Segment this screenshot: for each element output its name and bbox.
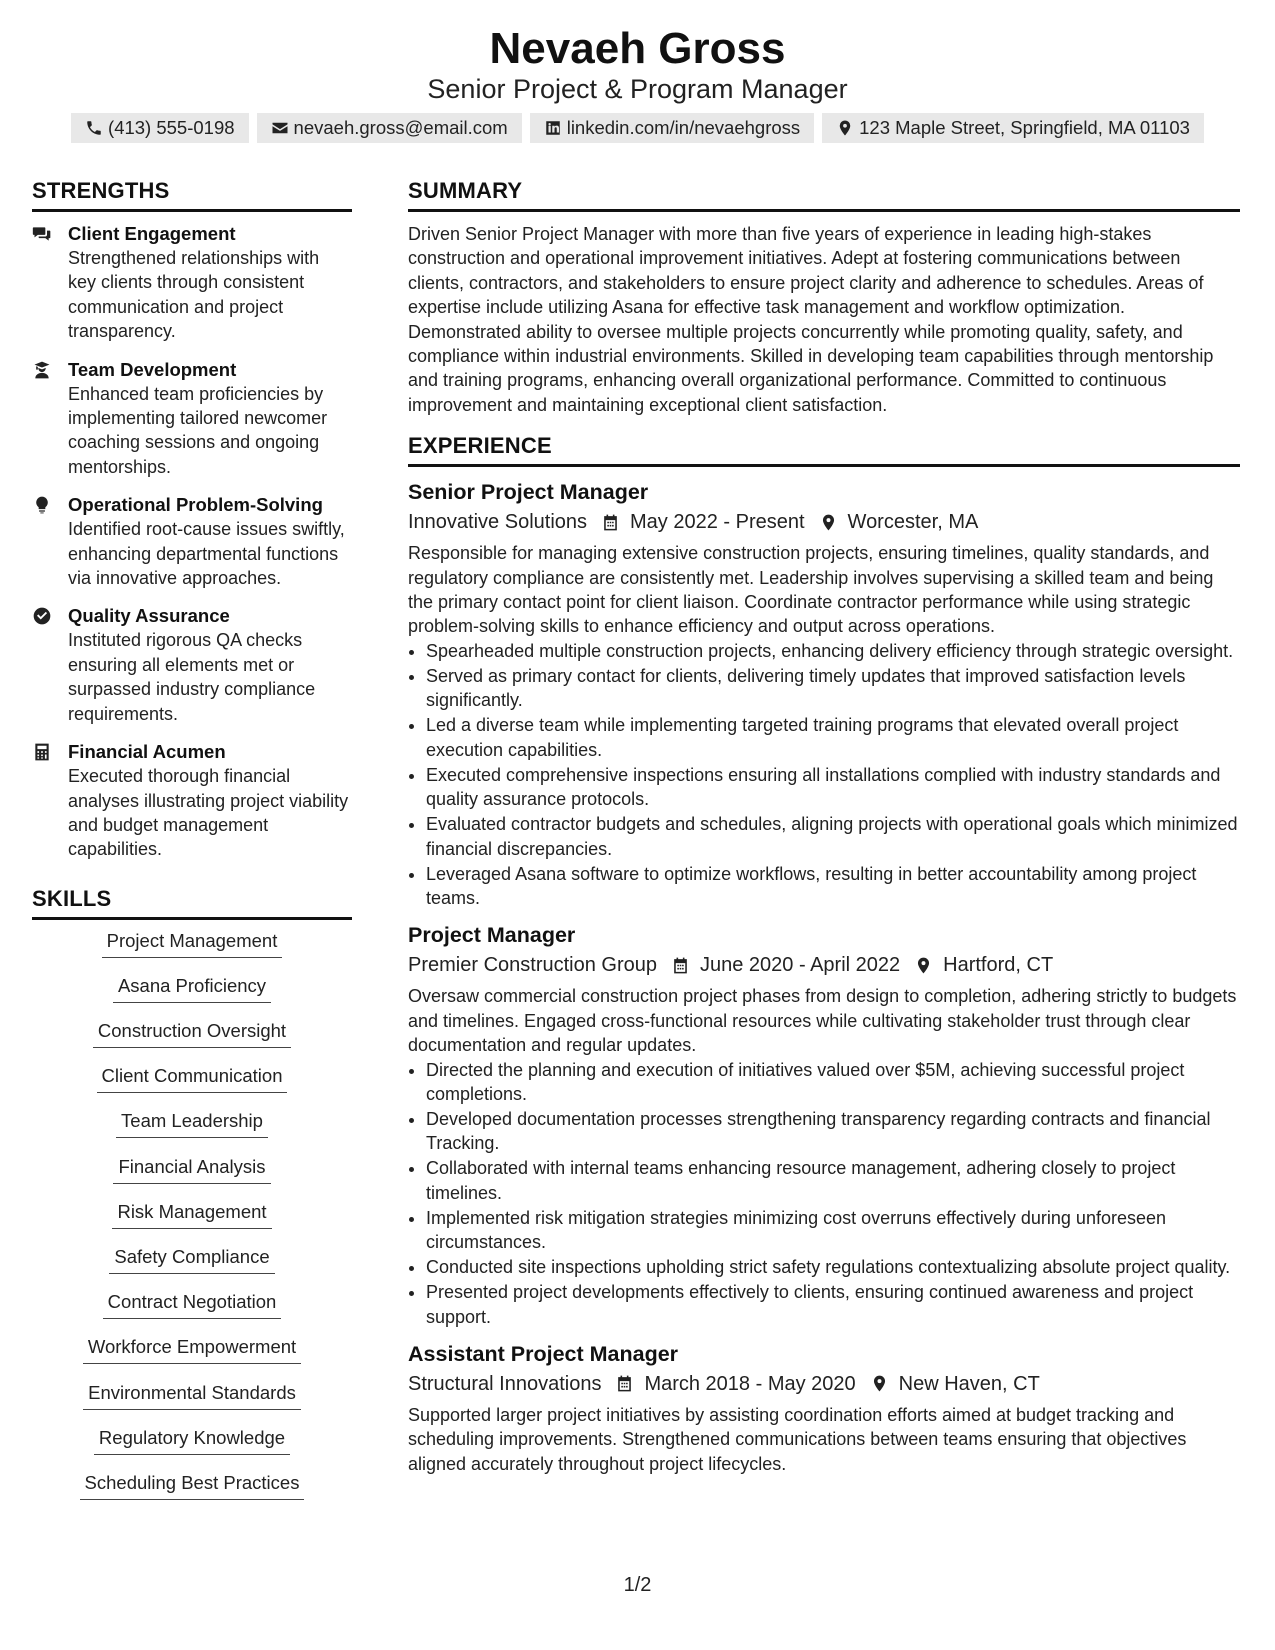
job-bullet: • Developed documentation processes strengthening transparency regarding contracts and financial Tracking. <box>426 1107 1240 1156</box>
job-bullet: • Evaluated contractor budgets and schedules, aligning projects with operational goals which minimized financial discrepancies. <box>426 812 1240 861</box>
job-title: Project Manager <box>408 923 576 948</box>
job-bullets <box>408 639 1240 910</box>
job-bullet: • Presented project developments effectively to clients, ensuring continued awareness and project support. <box>426 1280 1240 1329</box>
job-bullets <box>408 1058 1240 1329</box>
skill-tag: Construction Oversight <box>93 1020 291 1048</box>
strength-title: Team Development <box>68 358 237 380</box>
skill-tag: Risk Management <box>112 1201 271 1229</box>
job-bullet: • Led a diverse team while implementing targeted training programs that elevated overall project execution capabilities. <box>426 713 1240 762</box>
job-location: Hartford, CT <box>943 954 1054 977</box>
job-bullet: • Implemented risk mitigation strategies minimizing cost overruns effectively during unforeseen circumstances. <box>426 1206 1240 1255</box>
job-entry <box>408 920 1240 1329</box>
strength-item <box>32 604 352 726</box>
job-company: Innovative Solutions <box>408 511 588 534</box>
job-company: Premier Construction Group <box>408 954 657 977</box>
strength-title: Quality Assurance <box>68 605 230 627</box>
location-icon <box>819 513 838 532</box>
skill-tag: Financial Analysis <box>113 1156 270 1184</box>
strength-desc: Enhanced team proficiencies by implementing tailored newcomer coaching sessions and ongoing mentorships. <box>68 383 328 477</box>
skills-heading: SKILLS <box>32 886 352 920</box>
skill-tag: Safety Compliance <box>109 1246 274 1274</box>
comments-icon <box>32 224 52 244</box>
job-bullet: • Directed the planning and execution of initiatives valued over $5M, achieving successful project completions. <box>426 1058 1240 1107</box>
skill-tag: Project Management <box>102 930 283 958</box>
calendar-icon <box>671 956 690 975</box>
page-number: 1/2 <box>623 1574 652 1596</box>
contact-phone[interactable] <box>71 113 249 143</box>
job-dates: June 2020 - April 2022 <box>699 954 901 977</box>
skill-tag: Asana Proficiency <box>113 975 271 1003</box>
left-column <box>32 178 352 1517</box>
email-icon <box>271 119 289 137</box>
job-meta <box>408 950 1240 980</box>
strength-desc: Identified root-cause issues swiftly, enhancing departmental functions via innovative approaches. <box>68 519 345 589</box>
candidate-title: Senior Project & Program Manager <box>427 74 848 104</box>
contact-linkedin[interactable] <box>530 113 814 143</box>
job-entry <box>408 477 1240 910</box>
check-circle-icon <box>32 606 52 626</box>
calendar-icon <box>601 513 620 532</box>
contact-phone-text: (413) 555-0198 <box>108 117 235 138</box>
job-meta <box>408 1369 1240 1399</box>
graduation-user-icon <box>32 360 52 380</box>
job-title: Assistant Project Manager <box>408 1341 679 1366</box>
contact-address-text: 123 Maple Street, Springfield, MA 01103 <box>859 117 1190 138</box>
calculator-icon <box>32 742 52 762</box>
strength-item <box>32 222 352 344</box>
job-bullet: • Collaborated with internal teams enhancing resource management, adhering closely to project timelines. <box>426 1156 1240 1205</box>
skill-tag: Contract Negotiation <box>103 1291 282 1319</box>
skill-tag: Environmental Standards <box>83 1382 301 1410</box>
job-meta <box>408 507 1240 537</box>
location-icon <box>914 956 933 975</box>
skill-tag: Workforce Empowerment <box>83 1336 301 1364</box>
strengths-heading: STRENGTHS <box>32 178 352 212</box>
linkedin-icon <box>544 119 562 137</box>
contact-email[interactable] <box>257 113 522 143</box>
skill-tag: Client Communication <box>97 1065 288 1093</box>
skills-list <box>32 930 352 1517</box>
strength-title: Client Engagement <box>68 223 236 244</box>
job-description: Responsible for managing extensive construction projects, ensuring timelines, quality standards, and regulatory compliance are consistently met. Leadership involves supervising a skilled team and being the primary contact point for client liaison. Coordinate contractor performance while using strategic problem-solving skills to enhance efficiency and output across operations. <box>408 543 1214 637</box>
strength-desc: Executed thorough financial analyses illustrating project viability and budget management capabilities. <box>68 766 349 860</box>
strength-title: Operational Problem-Solving <box>68 494 323 516</box>
job-bullet: • Leveraged Asana software to optimize workflows, resulting in better accountability among project teams. <box>426 862 1240 911</box>
contact-address <box>822 113 1204 143</box>
job-bullet: • Executed comprehensive inspections ensuring all installations complied with industry standards and quality assurance protocols. <box>426 763 1240 812</box>
job-bullet: • Spearheaded multiple construction projects, enhancing delivery efficiency through strategic oversight. <box>426 639 1240 663</box>
strength-item <box>32 740 352 862</box>
lightbulb-icon <box>32 495 52 515</box>
skill-tag: Scheduling Best Practices <box>80 1472 305 1500</box>
summary-heading: SUMMARY <box>408 178 1240 212</box>
strength-desc: Instituted rigorous QA checks ensuring all elements met or surpassed industry compliance requirements. <box>68 630 316 724</box>
contact-bar <box>0 113 1275 143</box>
right-column <box>408 178 1240 1486</box>
strength-item <box>32 358 352 480</box>
calendar-icon <box>615 1374 634 1393</box>
job-bullet: • Served as primary contact for clients, delivering timely updates that improved satisfaction levels significantly. <box>426 664 1240 713</box>
skill-tag: Team Leadership <box>116 1110 268 1138</box>
contact-linkedin-text: linkedin.com/in/nevaehgross <box>566 117 801 138</box>
job-description: Oversaw commercial construction project phases from design to completion, adhering strictly to budgets and timelines. Engaged cross-functional resources while cultivating stakeholder trust through clear documentation and regular updates. <box>408 986 1237 1056</box>
strength-title: Financial Acumen <box>68 741 226 763</box>
strength-item <box>32 493 352 590</box>
job-description: Supported larger project initiatives by assisting coordination efforts aimed at budget tracking and scheduling improvements. Strengthened communications between teams ensuring that objectives aligned accurately throughout project lifecycles. <box>408 1404 1187 1474</box>
contact-email-text: nevaeh.gross@email.com <box>293 117 508 138</box>
strength-desc: Strengthened relationships with key clients through consistent communication and project transparency. <box>68 248 320 342</box>
skill-tag: Regulatory Knowledge <box>94 1427 290 1455</box>
summary-text: Driven Senior Project Manager with more than five years of experience in leading high-stakes construction and operational improvement initiatives. Adept at fostering communications between clients, contractors, and stakeholders to ensure project clarity and adherence to schedules. Areas of expertise include utilizing Asana for effective task management and workflow optimization. Demonstrated ability to oversee multiple projects concurrently while promoting quality, safety, and compliance within industrial environments. Skilled in developing team capabilities through mentorship and training programs, enhancing overall organizational performance. Committed to continuous improvement and maintaining exceptional client satisfaction. <box>408 224 1214 415</box>
experience-heading: EXPERIENCE <box>408 433 1240 467</box>
job-entry <box>408 1339 1240 1476</box>
job-dates: March 2018 - May 2020 <box>644 1372 856 1395</box>
location-icon <box>836 119 854 137</box>
job-dates: May 2022 - Present <box>630 511 805 534</box>
job-bullet: • Conducted site inspections upholding strict safety regulations contextualizing absolute project quality. <box>426 1255 1240 1279</box>
location-icon <box>870 1374 889 1393</box>
phone-icon <box>85 119 103 137</box>
job-company: Structural Innovations <box>408 1372 602 1395</box>
job-title: Senior Project Manager <box>408 480 649 505</box>
job-location: Worcester, MA <box>847 511 979 534</box>
candidate-name: Nevaeh Gross <box>489 24 786 73</box>
job-location: New Haven, CT <box>898 1372 1040 1395</box>
